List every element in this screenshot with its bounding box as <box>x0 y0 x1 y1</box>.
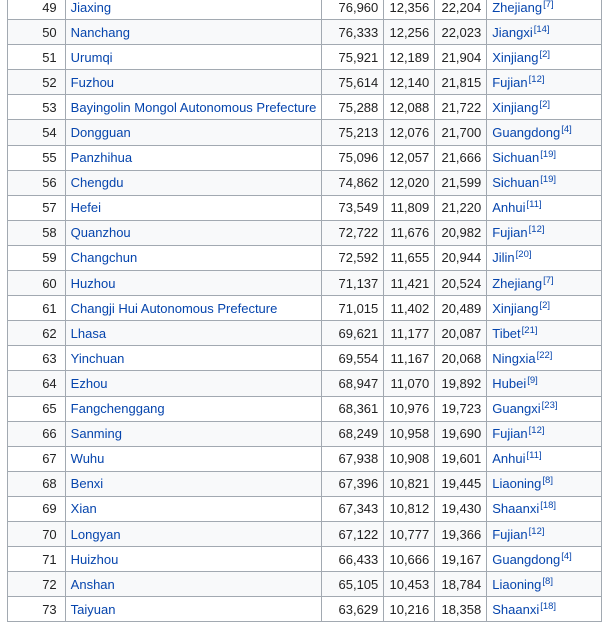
reference-link[interactable]: [2] <box>539 98 551 110</box>
gdp-ppp-cell: 19,690 <box>435 421 487 446</box>
gdp-cny-cell: 67,938 <box>322 446 384 471</box>
gdp-usd-cell: 10,216 <box>384 597 435 622</box>
gdp-ppp-cell: 21,815 <box>435 70 487 95</box>
rank-cell: 59 <box>8 245 66 270</box>
province-link[interactable]: Xinjiang <box>492 300 539 316</box>
reference-link[interactable]: [21] <box>521 324 538 336</box>
province-cell <box>487 20 602 45</box>
gdp-usd-cell: 10,777 <box>384 521 435 546</box>
reference-link[interactable]: [12] <box>528 73 545 85</box>
province-link[interactable]: Fujian <box>492 526 528 542</box>
rank-cell: 58 <box>8 220 66 245</box>
reference-link[interactable]: [2] <box>539 48 551 60</box>
city-link[interactable]: Ezhou <box>65 371 322 396</box>
rank-cell: 51 <box>8 45 66 70</box>
gdp-usd-cell: 10,821 <box>384 471 435 496</box>
table-row <box>8 45 602 70</box>
rank-cell: 70 <box>8 521 66 546</box>
city-link[interactable]: Huzhou <box>65 271 322 296</box>
gdp-cny-cell: 67,396 <box>322 471 384 496</box>
city-link[interactable]: Wuhu <box>65 446 322 471</box>
province-link[interactable]: Anhui <box>492 200 526 216</box>
gdp-cny-cell: 63,629 <box>322 597 384 622</box>
gdp-ppp-cell: 19,430 <box>435 496 487 521</box>
gdp-usd-cell: 11,167 <box>384 346 435 371</box>
gdp-usd-cell: 10,453 <box>384 572 435 597</box>
gdp-ppp-cell: 19,892 <box>435 371 487 396</box>
gdp-ppp-cell: 20,944 <box>435 245 487 270</box>
gdp-cny-cell: 71,015 <box>322 296 384 321</box>
gdp-cny-cell: 75,288 <box>322 95 384 120</box>
province-cell <box>487 521 602 546</box>
gdp-cny-cell: 76,960 <box>322 0 384 20</box>
province-link[interactable]: Jiangxi <box>492 24 533 40</box>
table-row <box>8 0 602 20</box>
province-cell <box>487 195 602 220</box>
rank-cell: 49 <box>8 0 66 20</box>
gdp-usd-cell: 12,356 <box>384 0 435 20</box>
province-cell <box>487 145 602 170</box>
table-row <box>8 421 602 446</box>
rank-cell: 54 <box>8 120 66 145</box>
reference-link[interactable]: [20] <box>515 249 532 261</box>
rank-cell: 62 <box>8 321 66 346</box>
rank-cell: 57 <box>8 195 66 220</box>
table-row <box>8 396 602 421</box>
gdp-ppp-cell: 21,666 <box>435 145 487 170</box>
province-cell <box>487 220 602 245</box>
reference-link[interactable]: [11] <box>526 450 542 462</box>
province-cell <box>487 471 602 496</box>
province-link[interactable]: Shaanxi <box>492 601 540 617</box>
gdp-usd-cell: 11,177 <box>384 321 435 346</box>
province-link[interactable]: Ningxia <box>492 350 536 366</box>
province-link[interactable]: Hubei <box>492 375 527 391</box>
gdp-cny-cell: 71,137 <box>322 271 384 296</box>
province-link[interactable]: Liaoning <box>492 576 542 592</box>
gdp-cny-cell: 68,947 <box>322 371 384 396</box>
gdp-usd-cell: 12,189 <box>384 45 435 70</box>
province-link[interactable]: Zhejiang <box>492 0 543 15</box>
rank-cell: 66 <box>8 421 66 446</box>
province-link[interactable]: Fujian <box>492 74 528 90</box>
table-row <box>8 120 602 145</box>
gdp-usd-cell: 12,020 <box>384 170 435 195</box>
table-row <box>8 371 602 396</box>
province-link[interactable]: Xinjiang <box>492 99 539 115</box>
gdp-cny-cell: 74,862 <box>322 170 384 195</box>
reference-link[interactable]: [8] <box>542 475 553 487</box>
province-cell <box>487 245 602 270</box>
table-row <box>8 471 602 496</box>
city-link[interactable]: Changji Hui Autonomous Prefecture <box>65 296 322 321</box>
rank-cell: 72 <box>8 572 66 597</box>
gdp-ppp-cell: 20,489 <box>435 296 487 321</box>
gdp-cny-cell: 67,122 <box>322 521 384 546</box>
reference-link[interactable]: [11] <box>526 199 542 211</box>
province-cell <box>487 271 602 296</box>
rank-cell: 61 <box>8 296 66 321</box>
city-link[interactable]: Longyan <box>65 521 322 546</box>
gdp-cny-cell: 66,433 <box>322 547 384 572</box>
province-link[interactable]: Xinjiang <box>492 49 539 65</box>
province-cell <box>487 597 602 622</box>
rank-cell: 73 <box>8 597 66 622</box>
table-row <box>8 346 602 371</box>
gdp-ppp-cell: 21,700 <box>435 120 487 145</box>
province-cell <box>487 371 602 396</box>
province-cell <box>487 296 602 321</box>
city-link[interactable]: Dongguan <box>65 120 322 145</box>
table-row <box>8 547 602 572</box>
rank-cell: 55 <box>8 145 66 170</box>
table-row <box>8 245 602 270</box>
city-link[interactable]: Chengdu <box>65 170 322 195</box>
gdp-ppp-cell: 20,524 <box>435 271 487 296</box>
province-link[interactable]: Anhui <box>492 451 526 467</box>
city-link[interactable]: Quanzhou <box>65 220 322 245</box>
province-link[interactable]: Tibet <box>492 325 521 341</box>
province-link[interactable]: Zhejiang <box>492 275 543 291</box>
gdp-ppp-cell: 22,204 <box>435 0 487 20</box>
city-link[interactable]: Nanchang <box>65 20 322 45</box>
city-link[interactable]: Taiyuan <box>65 597 322 622</box>
gdp-usd-cell: 12,256 <box>384 20 435 45</box>
gdp-ppp-cell: 20,087 <box>435 321 487 346</box>
province-link[interactable]: Fujian <box>492 426 528 442</box>
gdp-ppp-cell: 20,982 <box>435 220 487 245</box>
province-link[interactable]: Guangxi <box>492 401 541 417</box>
gdp-usd-cell: 11,402 <box>384 296 435 321</box>
reference-link[interactable]: [23] <box>541 400 558 412</box>
city-link[interactable]: Huizhou <box>65 547 322 572</box>
gdp-ppp-cell: 19,167 <box>435 547 487 572</box>
city-link[interactable]: Bayingolin Mongol Autonomous Prefecture <box>65 95 322 120</box>
gdp-cny-cell: 68,249 <box>322 421 384 446</box>
table-row <box>8 145 602 170</box>
reference-link[interactable]: [18] <box>540 600 557 612</box>
table-row <box>8 496 602 521</box>
gdp-usd-cell: 12,057 <box>384 145 435 170</box>
reference-link[interactable]: [4] <box>561 124 572 136</box>
table-row <box>8 220 602 245</box>
province-link[interactable]: Jilin <box>492 250 515 266</box>
province-cell <box>487 0 602 20</box>
gdp-cny-cell: 72,722 <box>322 220 384 245</box>
gdp-usd-cell: 12,076 <box>384 120 435 145</box>
reference-link[interactable]: [7] <box>543 0 554 10</box>
gdp-ppp-cell: 22,023 <box>435 20 487 45</box>
province-cell <box>487 446 602 471</box>
rank-cell: 65 <box>8 396 66 421</box>
city-gdp-table <box>7 0 602 622</box>
gdp-cny-cell: 67,343 <box>322 496 384 521</box>
reference-link[interactable]: [12] <box>528 525 545 537</box>
gdp-ppp-cell: 19,601 <box>435 446 487 471</box>
reference-link[interactable]: [18] <box>540 500 557 512</box>
gdp-usd-cell: 11,070 <box>384 371 435 396</box>
gdp-usd-cell: 10,908 <box>384 446 435 471</box>
gdp-ppp-cell: 19,723 <box>435 396 487 421</box>
reference-link[interactable]: [22] <box>536 349 553 361</box>
rank-cell: 63 <box>8 346 66 371</box>
rank-cell: 60 <box>8 271 66 296</box>
table-body <box>8 0 602 622</box>
city-link[interactable]: Yinchuan <box>65 346 322 371</box>
reference-link[interactable]: [4] <box>561 550 572 562</box>
reference-link[interactable]: [7] <box>543 274 554 286</box>
gdp-usd-cell: 10,812 <box>384 496 435 521</box>
gdp-usd-cell: 11,676 <box>384 220 435 245</box>
province-cell <box>487 547 602 572</box>
gdp-cny-cell: 65,105 <box>322 572 384 597</box>
province-link[interactable]: Guangdong <box>492 551 561 567</box>
province-link[interactable]: Sichuan <box>492 150 540 166</box>
gdp-cny-cell: 76,333 <box>322 20 384 45</box>
reference-link[interactable]: [2] <box>539 299 551 311</box>
gdp-cny-cell: 69,621 <box>322 321 384 346</box>
gdp-usd-cell: 12,140 <box>384 70 435 95</box>
rank-cell: 64 <box>8 371 66 396</box>
gdp-usd-cell: 10,976 <box>384 396 435 421</box>
gdp-usd-cell: 11,421 <box>384 271 435 296</box>
gdp-ppp-cell: 20,068 <box>435 346 487 371</box>
province-cell <box>487 45 602 70</box>
gdp-ppp-cell: 18,784 <box>435 572 487 597</box>
table-row <box>8 271 602 296</box>
province-link[interactable]: Shaanxi <box>492 501 540 517</box>
province-link[interactable]: Sichuan <box>492 175 540 191</box>
rank-cell: 71 <box>8 547 66 572</box>
reference-link[interactable]: [14] <box>533 23 550 35</box>
table-row <box>8 195 602 220</box>
rank-cell: 67 <box>8 446 66 471</box>
rank-cell: 53 <box>8 95 66 120</box>
province-link[interactable]: Guangdong <box>492 125 561 141</box>
rank-cell: 56 <box>8 170 66 195</box>
gdp-cny-cell: 69,554 <box>322 346 384 371</box>
city-link[interactable]: Xian <box>65 496 322 521</box>
table-row <box>8 446 602 471</box>
gdp-ppp-cell: 21,904 <box>435 45 487 70</box>
gdp-usd-cell: 12,088 <box>384 95 435 120</box>
table-row <box>8 95 602 120</box>
gdp-cny-cell: 72,592 <box>322 245 384 270</box>
rank-cell: 68 <box>8 471 66 496</box>
province-cell <box>487 95 602 120</box>
gdp-usd-cell: 11,809 <box>384 195 435 220</box>
table-row <box>8 170 602 195</box>
city-link[interactable]: Panzhihua <box>65 145 322 170</box>
city-link[interactable]: Fangchenggang <box>65 396 322 421</box>
gdp-cny-cell: 73,549 <box>322 195 384 220</box>
table-row <box>8 20 602 45</box>
reference-link[interactable]: [19] <box>540 174 557 186</box>
province-cell <box>487 170 602 195</box>
province-cell <box>487 346 602 371</box>
gdp-usd-cell: 11,655 <box>384 245 435 270</box>
gdp-cny-cell: 75,096 <box>322 145 384 170</box>
reference-link[interactable]: [12] <box>528 224 545 236</box>
reference-link[interactable]: [8] <box>542 575 553 587</box>
rank-cell: 69 <box>8 496 66 521</box>
province-cell <box>487 572 602 597</box>
gdp-ppp-cell: 21,220 <box>435 195 487 220</box>
gdp-ppp-cell: 21,599 <box>435 170 487 195</box>
gdp-cny-cell: 68,361 <box>322 396 384 421</box>
table-row <box>8 296 602 321</box>
province-cell <box>487 70 602 95</box>
province-link[interactable]: Fujian <box>492 225 528 241</box>
province-cell <box>487 421 602 446</box>
reference-link[interactable]: [19] <box>540 149 557 161</box>
table-row <box>8 597 602 622</box>
gdp-ppp-cell: 19,445 <box>435 471 487 496</box>
gdp-cny-cell: 75,921 <box>322 45 384 70</box>
gdp-ppp-cell: 21,722 <box>435 95 487 120</box>
rank-cell: 50 <box>8 20 66 45</box>
rank-cell: 52 <box>8 70 66 95</box>
province-cell <box>487 496 602 521</box>
province-link[interactable]: Liaoning <box>492 476 542 492</box>
city-link[interactable]: Urumqi <box>65 45 322 70</box>
table-row <box>8 572 602 597</box>
gdp-usd-cell: 10,958 <box>384 421 435 446</box>
reference-link[interactable]: [12] <box>528 425 545 437</box>
gdp-ppp-cell: 19,366 <box>435 521 487 546</box>
province-cell <box>487 396 602 421</box>
city-link[interactable]: Changchun <box>65 245 322 270</box>
gdp-ppp-cell: 18,358 <box>435 597 487 622</box>
table-row <box>8 321 602 346</box>
city-link[interactable]: Jiaxing <box>65 0 322 20</box>
province-cell <box>487 120 602 145</box>
city-link[interactable]: Fuzhou <box>65 70 322 95</box>
gdp-cny-cell: 75,614 <box>322 70 384 95</box>
gdp-usd-cell: 10,666 <box>384 547 435 572</box>
city-link[interactable]: Anshan <box>65 572 322 597</box>
city-link[interactable]: Benxi <box>65 471 322 496</box>
reference-link[interactable]: [9] <box>527 374 538 386</box>
city-link[interactable]: Hefei <box>65 195 322 220</box>
province-cell <box>487 321 602 346</box>
table-row <box>8 521 602 546</box>
city-link[interactable]: Sanming <box>65 421 322 446</box>
table-row <box>8 70 602 95</box>
gdp-cny-cell: 75,213 <box>322 120 384 145</box>
city-link[interactable]: Lhasa <box>65 321 322 346</box>
